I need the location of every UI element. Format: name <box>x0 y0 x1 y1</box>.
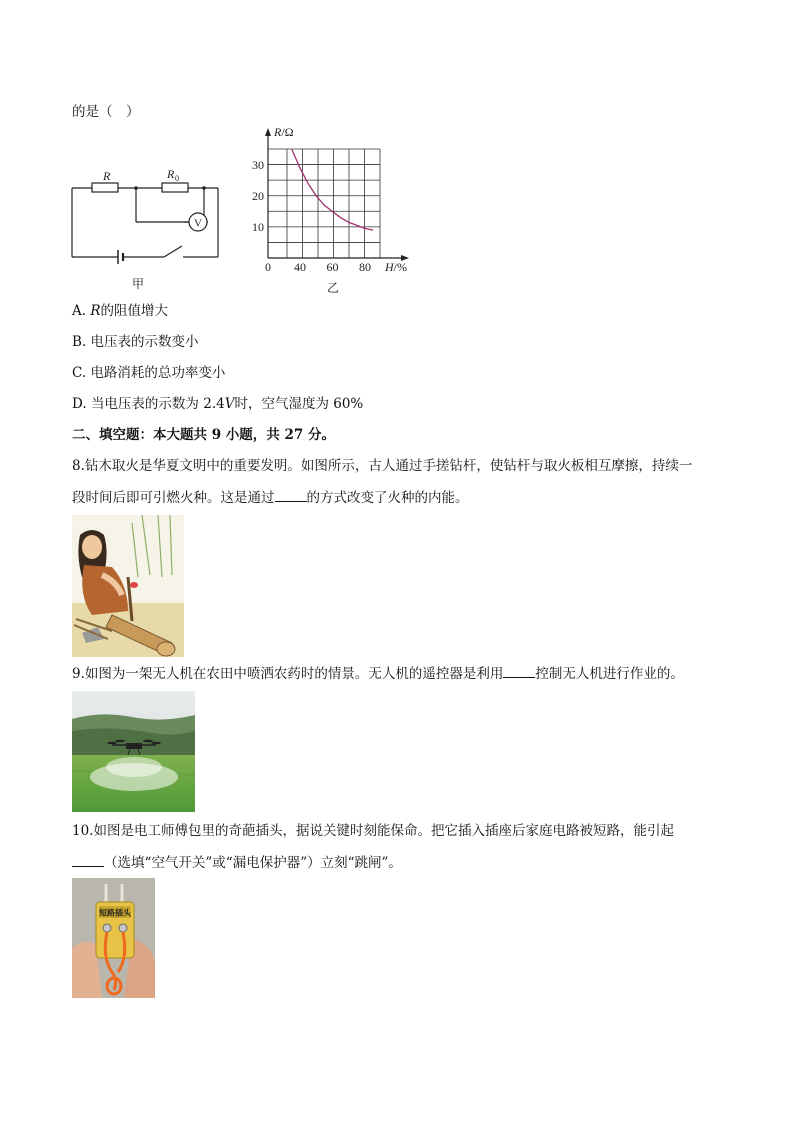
fire-drill-illustration <box>72 515 184 657</box>
answer-blank-q9[interactable] <box>503 665 535 678</box>
question-9-text-post: 控制无人机进行作业的。 <box>535 666 684 682</box>
question-8-line-1: 8.钻木取火是华夏文明中的重要发明。如图所示，古人通过手搓钻杆，使钻杆与取火板相互摩擦，持续一 <box>72 458 693 474</box>
answer-blank-q8[interactable] <box>275 489 307 502</box>
label-r0-subscript: 0 <box>175 174 179 183</box>
x-tick-label: 0 <box>265 260 271 274</box>
y-axis-label-unit: /Ω <box>281 125 294 139</box>
question-9-line <box>72 665 684 683</box>
resistor-r <box>92 183 118 192</box>
circuit-caption: 甲 <box>131 277 145 291</box>
y-tick-label: 30 <box>252 158 264 172</box>
y-tick-label: 10 <box>252 220 264 234</box>
option-a[interactable] <box>72 302 168 320</box>
face <box>82 535 102 559</box>
plug-label: 短路插头 <box>99 908 131 918</box>
question-8-text-post: 的方式改变了火种的内能。 <box>306 490 469 506</box>
voltmeter-label: V <box>194 217 202 230</box>
x-tick-label: 60 <box>326 260 339 274</box>
label-r0: R <box>167 167 175 181</box>
question-7-stem-tail: 的是（ ） <box>72 104 140 120</box>
svg-text:R/Ω <box>273 125 294 139</box>
y-axis-label-var: R <box>274 125 282 139</box>
x-axis-label-unit: /% <box>393 260 408 274</box>
option-c[interactable] <box>72 364 225 382</box>
option-c-letter: C. <box>72 365 87 381</box>
option-a-letter: A. <box>72 303 87 319</box>
option-b[interactable] <box>72 333 199 351</box>
circuit-diagram <box>66 160 231 295</box>
resistance-humidity-graph <box>245 122 420 297</box>
option-b-text: 电压表的示数变小 <box>90 334 199 350</box>
svg-text:H/% <box>384 260 407 274</box>
resistance-curve <box>292 150 373 231</box>
option-d-letter: D. <box>72 396 87 412</box>
graph-caption: 乙 <box>326 281 340 295</box>
option-a-var: R <box>90 303 101 319</box>
x-tick-label: 40 <box>294 260 306 274</box>
question-8-line-2 <box>72 489 469 507</box>
option-b-letter: B. <box>72 334 87 350</box>
y-tick-label: 20 <box>252 189 264 203</box>
short-circuit-plug-photo <box>72 878 155 998</box>
option-d-text-post: 时，空气湿度为 60% <box>234 396 364 412</box>
resistor-r0 <box>162 183 188 192</box>
option-c-text: 电路消耗的总功率变小 <box>90 365 226 381</box>
option-d-text-pre: 当电压表的示数为 2.4 <box>90 396 225 412</box>
label-r: R <box>103 169 111 183</box>
drone-spraying-photo <box>72 691 195 812</box>
option-d[interactable] <box>72 395 363 413</box>
question-10-line-1: 10.如图是电工师傅包里的奇葩插头，据说关键时刻能保命。把它插入插座后家庭电路被短路，能引起 <box>72 823 674 839</box>
x-tick-label: 80 <box>359 260 371 274</box>
y-axis-arrow <box>265 128 271 136</box>
section-2-title: 二、填空题：本大题共 9 小题，共 27 分。 <box>72 427 335 443</box>
option-d-var: V <box>224 396 235 412</box>
question-10-line-2 <box>72 854 402 872</box>
x-axis-label-var: H <box>385 260 394 274</box>
answer-blank-q10[interactable] <box>72 854 104 867</box>
question-9-text-pre: 9.如图为一架无人机在农田中喷洒农药时的情景。无人机的遥控器是利用 <box>72 666 504 682</box>
question-8-text-pre: 段时间后即可引燃火种。这是通过 <box>72 490 275 506</box>
question-10-text-post: （选填“空气开关”或“漏电保护器”）立刻“跳闸”。 <box>104 855 402 871</box>
option-a-text: 的阻值增大 <box>100 303 169 319</box>
